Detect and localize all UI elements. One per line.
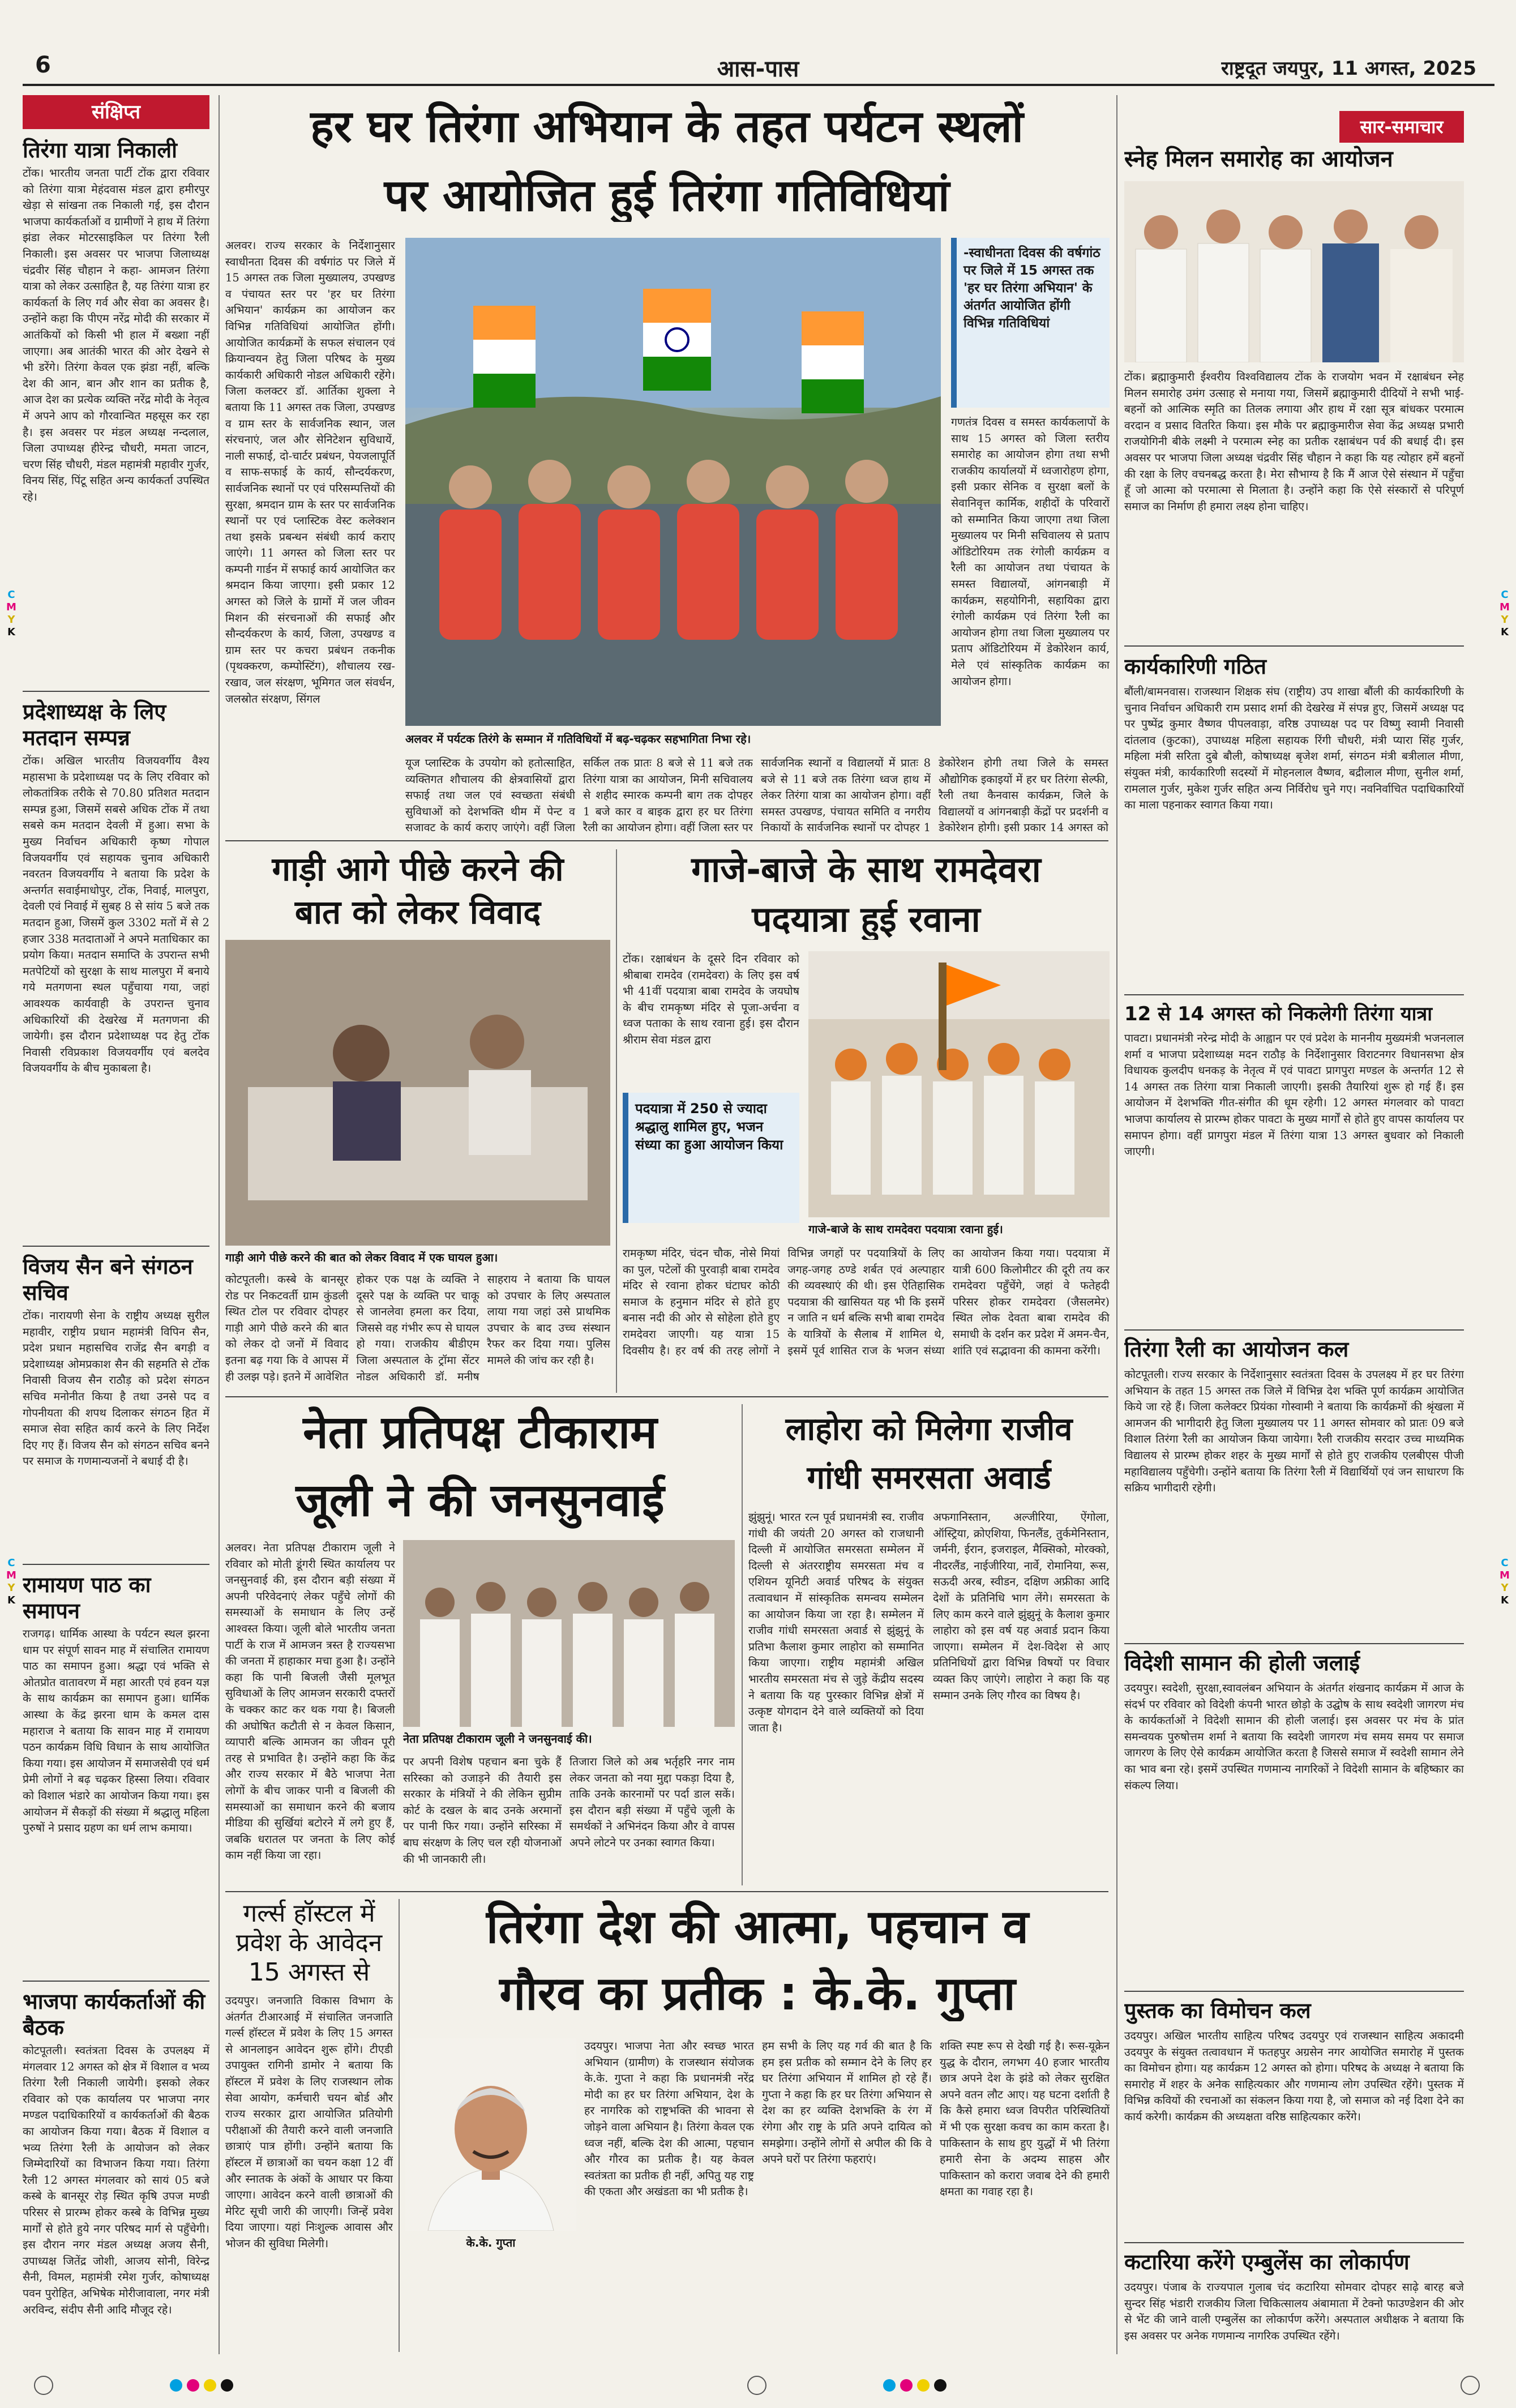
- news-digest-label: सार-समाचार: [1339, 111, 1464, 143]
- section-name: आस-पास: [717, 56, 799, 79]
- brief-body: टोंक। भारतीय जनता पार्टी टोंक द्वारा रविवार को तिरंगा यात्रा मेहंदवास मंडल द्वारा हमीरपुर खेड़ा से सांखना तक निकाली गई, इस दौरान भाजपा कार्यकर्ताओं व ग्रामीणों ने हाथ में तिरंगा झंडा लेकर मोटरसाइकिल पर तिरंगा रैली निकाली। इस अवसर पर भाजपा जिलाध्यक्ष चंद्रवीर सिंह चौहान ने कहा- आमजन तिरंगा यात्रा को लेकर उत्साहित है, यह तिरंगा यात्रा हर कार्यकर्ता के लिए गर्व और सेवा का अवसर है। उन्होंने कहा कि पीएम नरेंद्र मोदी की सरकार में आतंकियों को किसी भी हाल में बख्शा नहीं जाएगा। अब आतंकी भारत की ओर देखने से भी डरेंगे। तिरंगा केवल एक झंडा नहीं, बल्कि देश की आन, बान और शान का प्रतीक है, आज देश का प्रत्येक व्यक्ति नरेंद्र मोदी के नेतृत्व में अपने आप को गौरवान्वित महसूस कर रहा है। इस अवसर पर मंडल अध्यक्ष नन्दलाल, जिला उपाध्यक्ष हीरेन्द्र चौधरी, ममता जाटन, चरण सिंह चौधरी, मंडल महामंत्री महावीर गुर्जर, विनय सिंह, पिंटू सहित अन्य कार्यकर्ता उपस्थित रहे।: [23, 166, 209, 503]
- cmyk-mark: C M Y K: [1500, 1557, 1510, 1606]
- brief-headline: तिरंगा यात्रा निकाली: [23, 138, 178, 162]
- divider: [23, 1981, 209, 1982]
- gupta-portrait-art: [405, 2038, 576, 2231]
- cmyk-mark: C M Y K: [6, 1557, 16, 1606]
- divider: [23, 691, 209, 692]
- crop-mark: [34, 2376, 53, 2395]
- lead-body-col-2: यूज प्लास्टिक के उपयोग को हतोत्साहित, व्यक्तिगत शौचालय की क्षेत्रवासियों द्वारा सफाई तथा जल एवं स्वच्छता संबंधी सुविधाओं को देशभक्ति थीम में पेन्ट व सजावट के कार्य कराए जाएंगे। वहीं जिला: [405, 756, 575, 835]
- registration-dot: [900, 2379, 913, 2392]
- lead-body-col-1: अलवर। राज्य सरकार के निर्देशानुसार स्वाधीनता दिवस की वर्षगांठ पर जिले में 15 अगस्त तक जिला मुख्यालय, उपखण्ड व पंचायत स्तर पर 'हर घर तिरंगा अभियान' कार्यक्रम का आयोजन कर विभिन्न गतिविधियां आयोजित होंगी। आयोजित कार्यक्रमों के सफल संचालन एवं क्रियान्वयन हेतु जिला परिषद के मुख्य कार्यकारी अधिकारी नोडल अधिकारी रहेंगे। जिला कलक्टर डॉ. आर्तिका शुक्ला ने बताया कि 11 अगस्त तक जिला, उपखण्ड व ग्राम स्तर के सार्वजनिक स्थान, जल संरचनाएं, जल और सेनिटेशन सुविधायें, नाली सफाई, दो-चार्टर प्रबंधन, पेयजलापूर्ति व साफ-सफाई के कार्य, सौन्दर्यकरण, सार्वजनिक स्थानों पर एवं परिसम्पत्तियों की सुरक्षा, श्रमदान ग्राम के स्तर पर सार्वजनिक स्थानों पर एवं प्लास्टिक वेस्ट कलेक्शन तथा इसके प्रबन्धन संबंधी कार्य कराए जाएंगे। 11 अगस्त को जिला स्तर पर कम्पनी गार्डन में सफाई कार्य आयोजित कर श्रमदान किया जाएगा। इसी प्रकार 12 अगस्त को जिले के ग्रामों में जल जीवन मिशन की संरचनाओं की सफाई और सौन्दर्यकरण के कार्य, जिला, उपखण्ड व ग्राम स्तर पर कचरा प्रबंधन तकनीक (पृथक्करण, कम्पोस्टिंग), शौचालय रख-रखाव, जल संरक्षण, भूमिगत जल संवर्धन, जलस्रोत संरक्षण, सिंगल: [225, 239, 395, 705]
- brief-body: कोटपूतली। स्वतंत्रता दिवस के उपलक्ष्य में मंगलवार 12 अगस्त को क्षेत्र में विशाल व भव्य तिरंगा रैली निकाली जायेगी। इसको लेकर रविवार को एक कार्यालय पर भाजपा नगर मण्डल पदाधिकारियों व कार्यकर्ताओं की बैठक का आयोजन किया गया। बैठक में विशाल व भव्य तिरंगा रैली के आयोजन को लेकर जिम्मेदारियों का विभाजन किया गया। तिरंगा रैली 12 अगस्त मंगलवार को सायं 05 बजे कस्बे के बानसूर रोड़ स्थित कृषि उपज मण्डी परिसर से प्रारम्भ होकर कस्बे के विभिन्न मुख्य मार्गों से होते हुये नगर परिषद मार्ग से पहुँचेगी। इस दौरान नगर मंडल अध्यक्ष अजय सैनी, उपाध्यक्ष जितेंद्र जोशी, आजय सोनी, विरेन्द्र सैनी, विमल, महामंत्री रमेश गुर्जर, कोषाध्यक्ष पवन पुरोहित, अभिषेक मोरीजावाला, नगर मंत्री अरविन्द, संदीप सैनी आदि मौजूद रहे।: [23, 2044, 209, 2316]
- gupta-headline-line-2: गौरव का प्रतीक : के.के. गुप्ता: [499, 1967, 1016, 2021]
- gaadi-photo-art: [225, 940, 610, 1246]
- registration-dot: [934, 2379, 947, 2392]
- pustak-headline: पुस्तक का विमोचन कल: [1124, 1998, 1311, 2023]
- ramdevra-body: रामकृष्ण मंदिर, चंदन चौक, नोसे मियां का पुल, पटेलों की पुरवाड़ी बाबा रामदेव मंदिर से रवाना होकर घंटाघर कोठी समाज के हनुमान मंदिर से होते हुए बनास नदी की ओर से सोहेला होते हुए रामदेवरा जाएगी। यह यात्रा 15 दिवसीय है। हर वर्ष की तरह लोगों ने विभिन्न जगहों पर पदयात्रियों के लिए जगह-जगह ठण्डे शर्बत एवं अल्पाहार की व्यवस्थाएं की थी। इस ऐतिहासिक पदयात्रा की खासियत यह भी कि इसमें न जाति न धर्म बल्कि सभी बाबा रामदेव के यात्रियों के सैलाब में शामिल थे, इसमें पूर्व शासित राज के भजन संध्या का आयोजन किया गया। पदयात्रा में यात्री 600 किलोमीटर की दूरी तय कर रामदेवरा पहुँचेंगे, जहां वे फतेहदी परिसर होकर रामदेवरा (जैसलमेर) स्थित लोक देवता बाबा रामदेव की समाधी के दर्शन कर प्रदेश में अमन-चैन, शांति एवं सद्भावना की कामना करेंगी।: [623, 1247, 1110, 1357]
- cmyk-mark: C M Y K: [6, 589, 16, 638]
- ramdevra-intro: टोंक। रक्षाबंधन के दूसरे दिन रविवार को श्रीबाबा रामदेव (रामदेवरा) के लिए इस वर्ष भी 41वीं पदयात्रा बाबा रामदेव के जयघोष के बीच रामकृष्ण मंदिर से पूजा-अर्चना व ध्वज पताका के साथ रवाना हुई। इस दौरान श्रीराम सेवा मंडल द्वारा: [623, 952, 799, 1046]
- lahora-headline-line-1: लाहोरा को मिलेगा राजीव: [785, 1411, 1073, 1448]
- tikaram-body-col-3: तिजारा जिले को अब भर्तृहरि नगर नाम लेकर जनता को नया मुद्दा पकड़ा दिया है, ताकि उनके कारनामों पर पर्दा डाल सकें। इस दौरान बड़ी संख्या में पहुँचे जूली के समर्थकों ने अभिनंदन किया और वे वापस अपने लोटने पर उनका स्वागत किया।: [569, 1755, 735, 1849]
- brief-headline: प्रदेशाध्यक्ष के लिए मतदान सम्पन्न: [23, 699, 166, 750]
- divider: [1124, 2242, 1464, 2243]
- crop-mark: [1461, 2376, 1480, 2395]
- divider: [23, 1564, 209, 1565]
- rally12-body: पावटा। प्रधानमंत्री नरेन्द्र मोदी के आह्वान पर एवं प्रदेश के माननीय मुख्यमंत्री भजनलाल शर्मा व भाजपा प्रदेशाध्यक्ष मदन राठौड़ के निर्देशानुसार विराटनगर विधानसभा क्षेत्र विधायक कुलदीप धनकड़ के नेतृत्व में एवं पावटा प्रागपुरा मण्डल के अन्तर्गत 12 से 14 अगस्त तक तिरंगा यात्रा निकाली जाएगी। इसकी तैयारियां शुरू हो गई हैं। इस आयोजन में देशभक्ति गीत-संगीत की धूम रहेगी। 12 अगस्त मंगलवार को पावटा भाजपा कार्यालय से प्रारम्भ होकर पावटा के मुख्य मार्गों से होते हुए वापस कार्यालय पर समापन होगा। वहीं प्रागपुरा मंडल में तिरंगा यात्रा 13 अगस्त बुधवार को निकाली जाएगी।: [1124, 1032, 1464, 1158]
- lead-body-col-3: सर्किल तक प्रातः 8 बजे से 11 बजे तक तिरंगा यात्रा का आयोजन, मिनी सचिवालय से शहीद स्मारक कम्पनी बाग तक दोपहर 1 बजे कार व बाइक द्वारा हर घर तिरंगा रैली का आयोजन होगा। वहीं जिला स्तर पर: [583, 756, 753, 835]
- pustak-body: उदयपुर। अखिल भारतीय साहित्य परिषद उदयपुर एवं राजस्थान साहित्य अकादमी उदयपुर के संयुक्त तत्वावधान में फतहपुर अग्रसेन नगर आयोजित समारोह में पुस्तक का विमोचन होगा। यह कार्यक्रम 12 अगस्त को होगा। परिषद के अध्यक्ष ने बताया कि समारोह में शहर के अनेक साहित्यकार और गणमान्य लोग उपस्थित रहेंगे। पुस्तक में विभिन्न कवियों की रचनाओं का संकलन किया गया है, जो समाज को नई दिशा देने का कार्य करेगी। कार्यक्रम की अध्यक्षता वरिष्ठ साहित्यकार करेंगे।: [1124, 2029, 1464, 2123]
- column-rule: [219, 95, 220, 2354]
- lead-headline-line-1: हर घर तिरंगा अभियान के तहत पर्यटन स्थलों: [310, 101, 1023, 152]
- lahora-body-col-2: अफगानिस्तान, अल्जीरिया, ऐंगोला, ऑस्ट्रिया, क्रोएशिया, फिनलैंड, तुर्कमेनिस्तान, जर्मनी, ईरान, इजराइल, मैक्सिको, मोरक्को, नीदरलैंड, नाईजीरिया, नार्वे, रोमानिया, रूस, सऊदी अरब, स्वीडन, दक्षिण अफ्रीका आदि देशों के प्रतिनिधि भाग लेंगे। समरसता के लिए काम करने वाले झुंझुनूं के कैलाश कुमार लाहोरा को इस वर्ष यह अवार्ड प्रदान किया जाएगा। सम्मेलन में देश-विदेश से आए प्रतिनिधियों द्वारा विभिन्न विषयों पर विचार व्यक्त किए जाएंगे। लाहोरा ने कहा कि यह सम्मान उनके लिए गौरव का विषय है।: [933, 1511, 1110, 1702]
- divider: [225, 1396, 1108, 1397]
- gupta-headline-line-1: तिरंगा देश की आत्मा, पहचान व: [486, 1900, 1029, 1954]
- registration-dot: [917, 2379, 930, 2392]
- brief-headline: भाजपा कार्यकर्ताओं की बैठक: [23, 1989, 205, 2040]
- girls-hostel-story: [225, 1899, 393, 2352]
- lead-side-text: गणतंत्र दिवस व समस्त कार्यकलापों के साथ 15 अगस्त को जिला स्तरीय समारोह का आयोजन होगा तथा सभी राजकीय कार्यालयों में ध्वजारोहण होगा, इसी प्रकार सेनिक व सुरक्षा बलों के सेवानिवृत्त कार्मिक, शहीदों के परिवारों को सम्मानित किया जाएगा तथा जिला मुख्यालय पर मिनी सचिवालय से प्रताप ऑडिटोरियम तक रंगोली कार्यक्रम व रैली का आयोजन तथा पंचायत के समस्त विद्यालयों, आंगनबाड़ी में कार्यक्रम, सहयोगिनी, सहायिका द्वारा रंगोली कार्यक्रम एवं तिरंगा रैली का आयोजन होगा तथा जिला मुख्यालय पर प्रताप ऑडिटोरियम में डेकोरेशन कार्य, मेले एवं सांस्कृतिक कार्यक्रम का आयोजन होगा।: [951, 416, 1110, 688]
- ramdevra-caption: गाजे-बाजे के साथ रामदेवरा पदयात्रा रवाना हुई।: [808, 1222, 1003, 1236]
- registration-dot: [204, 2379, 216, 2392]
- tikaram-photo-art: [403, 1540, 735, 1727]
- tiranga-photo: [405, 238, 941, 726]
- gupta-body-col-1b: [405, 2257, 576, 2352]
- brief-body: राजगढ़। धार्मिक आस्था के पर्यटन स्थल झरना धाम पर संपूर्ण सावन माह में संचालित रामायण पाठ का समापन हुआ। श्रद्धा एवं भक्ति से ओतप्रोत वातावरण में महा आरती एवं हवन यज्ञ के साथ कार्यक्रम का समापन हुआ। धार्मिक आस्था के केंद्र झरना धाम के कमल दास महाराज ने बताया कि सावन माह में रामायण पठन कार्यक्रम विधि विधान के साथ आयोजित किया गया। इस आयोजन में समाजसेवी एवं धर्म प्रेमी लोगों ने बढ़ चढ़कर हिस्सा लिया। रविवार को विशाल भंडारे का आयोजन किया गया। इस आयोजन में सैकड़ों की संख्या में श्रद्धालु महिला पुरुषों ने प्रसाद ग्रहण का धर्म लाभ कमाया।: [23, 1627, 209, 1835]
- divider: [1124, 1329, 1464, 1331]
- lead-callout-text: -स्वाधीनता दिवस की वर्षगांठ पर जिले में 15 अगस्त तक 'हर घर तिरंगा अभियान' के अंतर्गत आयोजित होंगी विभिन्न गतिविधियां: [963, 246, 1100, 331]
- tikaram-caption: नेता प्रतिपक्ष टीकाराम जूली ने जनसुनवाई की।: [403, 1732, 592, 1746]
- cmyk-mark: C M Y K: [1500, 589, 1510, 638]
- girls-headline-line-3: 15 अगस्त से: [248, 1958, 370, 1987]
- divider: [225, 840, 1108, 841]
- tikaram-body-col-2: पर अपनी विशेष पहचान बना चुके हैं सरिस्का को उजाड़ने की तैयारी इस सरकार के मंत्रियों ने की लेकिन सुप्रीम कोर्ट के दखल के बाद उनके अरमानों पर पानी फिर गया। उन्होंने सरिस्का में बाघ संरक्षण के लिए चल रही योजनाओं की भी जानकारी ली।: [403, 1755, 562, 1866]
- divider: [225, 1891, 1108, 1892]
- sneh-photo-art: [1124, 181, 1464, 362]
- gaadi-caption: गाड़ी आगे पीछे करने की बात को लेकर विवाद में एक घायल हुआ।: [225, 1251, 498, 1264]
- brief-news-column: [23, 95, 215, 2354]
- tikaram-photo: [403, 1540, 735, 1727]
- divider: [23, 1246, 209, 1247]
- crop-mark: [747, 2376, 766, 2395]
- tiranga-photo-art: [405, 238, 941, 726]
- header-rule: [23, 84, 1494, 86]
- ambulance-body: उदयपुर। पंजाब के राज्यपाल गुलाब चंद कटारिया सोमवार दोपहर साढ़े बारह बजे सुन्दर सिंह भंडारी राजकीय जिला चिकित्सालय अंबामाता में टेक्नो फाउण्डेशन की ओर से भेंट की जाने वाली एम्बुलेंस का लोकार्पण करेंगे। अस्पताल अधीक्षक ने बताया कि इस अवसर पर अनेक गणमान्य नागरिक उपस्थित रहेंगे।: [1124, 2281, 1464, 2342]
- rally-kal-headline: तिरंगा रैली का आयोजन कल: [1124, 1337, 1349, 1362]
- tikaram-body-col-1: अलवर। नेता प्रतिपक्ष टीकाराम जूली ने रविवार को मोती डूंगरी स्थित कार्यालय पर जनसुनवाई की, इस दौरान बड़ी संख्या में अपनी परिवेदनाएं लेकर पहुँचे लोगों की समस्याओं के समाधान के लिए उन्हें आश्वस्त किया। जूली बोले भारतीय जनता पार्टी के राज में आमजन त्रस्त है राज्यसभा की जनता में हाहाकार मचा हुआ है। उन्होंने कहा कि पानी बिजली जैसी मूलभूत सुविधाओं के लिए आमजन सरकारी दफ्तरों के चक्कर काट कर थक गया है। बिजली की अघोषित कटौती से न केवल किसान, व्यापारी बल्कि आमजन का जीवन पूरी तरह से प्रभावित है। उन्होंने कहा कि केंद्र और राज्य सरकार में बैठे भाजपा नेता लोगों के बीच जाकर पानी व बिजली की समस्याओं का समाधान करने की बजाय मीडिया की सुर्खियां बटोरने में लगे हुए हैं, जबकि धरातल पर जनता के लिए कोई काम नहीं किया जा रहा।: [225, 1541, 395, 1862]
- girls-body: उदयपुर। जनजाति विकास विभाग के अंतर्गत टीआरआई में संचालित जनजाति गर्ल्स हॉस्टल में प्रवेश के लिए 15 अगस्त से आनलाइन आवेदन शुरू होंगे। टीएडी उपायुक्त रागिनी डामोर ने बताया कि हॉस्टल में प्रवेश के लिए राजस्थान लोक सेवा आयोग, कर्मचारी चयन बोर्ड और राज्य सरकार द्वारा आयोजित प्रतियोगी परीक्षाओं की तैयारी करने वाली जनजाति छात्राएं पात्र होंगी। उन्होंने बताया कि हॉस्टल में छात्राओं का चयन कक्षा 12 वीं और स्नातक के अंकों के आधार पर किया जाएगा। आवेदन करने वाली छात्राओं की मेरिट सूची जारी की जाएगी। जिन्हें प्रवेश दिया जाएगा। यहां निःशुल्क आवास और भोजन की सुविधा मिलेगी।: [225, 1994, 393, 2250]
- lead-body-col-4: सार्वजनिक स्थानों व विद्यालयों में प्रातः 8 बजे से 11 बजे तक तिरंगा ध्वज हाथ में लेकर तिरंगा यात्रा का आयोजन होगा। वहीं समस्त उपखण्ड, पंचायत समिति व नगरीय निकायों के सार्वजनिक स्थानों पर दोपहर 1: [761, 756, 931, 835]
- column-rule: [616, 849, 617, 1393]
- news-digest-column: [1124, 111, 1464, 2353]
- gupta-photo-caption: के.के. गुप्ता: [466, 2236, 516, 2249]
- gupta-body-col-2: हम सभी के लिए यह गर्व की बात है कि हम इस प्रतीक को सम्मान देने के लिए हर घर तिरंगा अभियान में शामिल हो रहे हैं। गुप्ता ने कहा कि हर घर तिरंगा अभियान से देश का हर व्यक्ति देशभक्ति के रंग में रंगेगा और राष्ट्र के प्रति अपने दायित्व को समझेगा। उन्होंने लोगों से अपील की कि वे अपने घरों पर तिरंगा फहराएं।: [762, 2039, 932, 2166]
- gaadi-photo: [225, 940, 610, 1246]
- column-rule: [742, 1404, 743, 1885]
- brief-headline: रामायण पाठ का समापन: [23, 1572, 151, 1623]
- brief-body: टोंक। नारायणी सेना के राष्ट्रीय अध्यक्ष सुरील महावीर, राष्ट्रीय प्रधान महामंत्री विपिन सैन, प्रदेश प्रधान महासचिव राजेंद्र सैन बगड़ी व प्रदेशाध्यक्ष ओमप्रकाश सैन की सहमति से टोंक निवासी विजय सैन राठौड़ को प्रदेश संगठन सचिव मनोनीत किया है तथा उनसे पद व गोपनीयता की शपथ दिलाकर संगठन हित में समाज सेवा सहित कार्य करने के लिए निर्देश दिए गए हैं। विजय सैन को संगठन सचिव बनने पर समाज के गणमान्यजनों ने बधाई दी है।: [23, 1309, 209, 1468]
- lead-callout: [951, 238, 1110, 408]
- divider: [1124, 1643, 1464, 1644]
- registration-dot: [187, 2379, 199, 2392]
- column-rule: [399, 1899, 400, 2352]
- karya-headline: कार्यकारिणी गठित: [1124, 654, 1266, 679]
- sneh-body: टोंक। ब्रह्माकुमारी ईश्वरीय विश्वविद्यालय टोंक के राजयोग भवन में रक्षाबंधन स्नेह मिलन समारोह उमंग उत्साह से मनाया गया, जिसमें ब्रह्माकुमारी दीदियों ने सभी भाई-बहनों को आत्मिक स्मृति का तिलक लगाया और हाथ में रक्षा सूत्र बांधकर परमात्म वरदान व प्रसाद वितरित किया। इस मौके पर ब्रह्माकुमारीज सेवा केंद्र अध्यक्ष प्रभारी राजयोगिनी बीके लक्ष्मी ने परमात्म स्नेह का प्रतीक रक्षाबंधन पर्व की बधाई दी। इस अवसर पर भाजपा जिला अध्यक्ष चंद्रवीर सिंह चौहान ने कहा कि यह त्योहार हमें बहनों की रक्षा के लिए वचनबद्ध करता है। मेरा सौभाग्य है कि मैं आज ऐसे संस्थान में पहुँचा हूँ जो आत्मा को परमात्मा से मिलाता है। उन्होंने कहा कि ऐसे संस्कारों से परिपूर्ण समाज का निर्माण ही हमारा लक्ष्य होना चाहिए।: [1124, 370, 1464, 513]
- karya-body: बौंली/बामनवास। राजस्थान शिक्षक संघ (राष्ट्रीय) उप शाखा बौंली की कार्यकारिणी के चुनाव निर्वाचन अधिकारी राम प्रसाद शर्मा की देखरेख में संपन्न हुए, जिसमें अध्यक्ष पद पर पुष्पेंद्र कुमार वैष्णव पीपलवाड़ा, वरिष्ठ उपाध्यक्ष पद पर विष्णु स्वामी निवासी दांतलाव (कुटका), उपाध्यक्ष महिला सहायक रिंगी चौधरी, मंत्री प्यारा सिंह गुर्जर, महिला मंत्री सरिता दुबे बौली, कोषाध्यक्ष बृजेश शर्मा, संगठन मंत्री बत्रीलाल मीणा, संयुक्त मंत्री, कार्यकारिणी सदस्यों में मोहनलाल वैष्णव, बद्रीलाल मीणा, सुनील शर्मा, रामलाल गुर्जर, मुकेश गुर्जर सहित अन्य निर्विरोध चुने गए। नवनिर्वाचित पदाधिकारियों का माला पहनाकर स्वागत किया गया।: [1124, 685, 1464, 812]
- divider: [1124, 1991, 1464, 1992]
- gupta-photo: [405, 2038, 576, 2231]
- brief-news-label: संक्षिप्त: [23, 95, 209, 129]
- ramdevra-photo: [808, 951, 1110, 1217]
- ambulance-headline: कटारिया करेंगे एम्बुलेंस का लोकार्पण: [1124, 2249, 1410, 2274]
- registration-dot: [170, 2379, 182, 2392]
- ramdevra-callout: [623, 1093, 799, 1223]
- gaadi-body: कोटपूतली। कस्बे के बानसूर रोड पर निकटवर्ती ग्राम कुंडली स्थित टोल पर रविवार दोपहर गाड़ी आगे पीछे करने की बात को लेकर दो जनों में विवाद इतना बढ़ गया कि वे आपस में ही उलझ पड़े। इतने में आवेशित होकर एक पक्ष के व्यक्ति ने दूसरे पक्ष के व्यक्ति पर चाकू से जानलेवा हमला कर दिया, जिससे वह गंभीर रूप से घायल हो गया। राजकीय बीडीएम जिला अस्पताल के ट्रॉमा सेंटर नोडल अधिकारी डॉ. मनीष साहराय ने बताया कि घायल को उपचार के लिए अस्पताल लाया गया जहां उसे प्राथमिक उपचार के बाद उच्च संस्थान रैफर कर दिया गया। पुलिस मामले की जांच कर रही है।: [225, 1273, 610, 1383]
- divider: [1124, 645, 1464, 647]
- sneh-photo: [1124, 181, 1464, 362]
- column-rule: [1116, 95, 1117, 2354]
- divider: [1124, 994, 1464, 995]
- brief-headline: विजय सैन बने संगठन सचिव: [23, 1254, 193, 1305]
- ramdevra-headline-line-1: गाजे-बाजे के साथ रामदेवरा: [691, 849, 1041, 890]
- lead-photo-caption: अलवर में पर्यटक तिरंगे के सम्मान में गतिविधियों में बढ़-चढ़कर सहभागिता निभा रहे।: [405, 732, 751, 746]
- lahora-headline-line-2: गांधी समरसता अवार्ड: [807, 1460, 1051, 1496]
- ramdevra-callout-text: पदयात्रा में 250 से ज्यादा श्रद्धालु शामिल हुए, भजन संध्या का हुआ आयोजन किया: [635, 1101, 783, 1153]
- girls-headline-line-2: प्रवेश के आवेदन: [235, 1928, 383, 1957]
- registration-dot: [883, 2379, 896, 2392]
- ramdevra-photo-art: [808, 951, 1110, 1217]
- holi-body: उदयपुर। स्वदेशी, सुरक्षा,स्वावलंबन अभियान के अंतर्गत शंखनाद कार्यक्रम में आज के संदर्भ पर रविवार को विदेशी कंपनी भारत छोड़ो के उद्घोष के साथ स्वदेशी जागरण मंच के कार्यकर्ताओं ने विदेशी सामान की होली जलाई। इस अवसर पर मंच के प्रांत समन्वयक पुरुषोत्तम शर्मा ने बताया कि स्वदेशी जागरण मंच समय समय पर समाज जागरण के लिए ऐसे कार्यक्रम आयोजित करता है जिससे समाज में स्वदेशी सामान लेने का भाव बना रहे। इसमें उपस्थित गणमान्य नागरिकों ने विदेशी सामान के बहिष्कार का संकल्प लिया।: [1124, 1682, 1464, 1792]
- dateline: राष्ट्रदूत जयपुर, 11 अगस्त, 2025: [1220, 57, 1476, 79]
- holi-headline: विदेशी सामान की होली जलाई: [1124, 1650, 1360, 1675]
- lead-headline-line-2: पर आयोजित हुई तिरंगा गतिविधियां: [384, 170, 950, 221]
- page-header: [0, 0, 1516, 79]
- tikaram-headline-line-2: जूली ने की जनसुनवाई: [296, 1474, 665, 1526]
- gaadi-headline-line-2: बात को लेकर विवाद: [294, 893, 541, 931]
- gupta-body-col-1: उदयपुर। भाजपा नेता और स्वच्छ भारत अभियान (ग्रामीण) के राजस्थान संयोजक के.के. गुप्ता ने कहा कि प्रधानमंत्री नरेंद्र मोदी का हर घर तिरंगा अभियान, देश के हर नागरिक को राष्ट्रभक्ति की भावना से जोड़ने वाला अभियान है। तिरंगा केवल एक ध्वज नहीं, बल्कि देश की आत्मा, पहचान और गौरव का प्रतीक है। यह केवल स्वतंत्रता का प्रतीक ही नहीं, अपितु यह राष्ट्र की एकता और अखंडता का भी प्रतीक है।: [584, 2039, 754, 2199]
- lahora-body-col-1: झुंझुनूं। भारत रत्न पूर्व प्रधानमंत्री स्व. राजीव गांधी की जयंती 20 अगस्त को राजधानी दिल्ली में आयोजित समरसता सम्मेलन में दिल्ली से अंतरराष्ट्रीय समरसता मंच व एशियन यूनिटी अवार्ड परिषद के संयुक्त तत्वावधान में सांस्कृतिक समन्वय सम्मेलन का आयोजन किया जा रहा है। सम्मेलन में राजीव गांधी समरसता अवार्ड से झुंझुनूं के प्रतिभा कैलाश कुमार लाहोरा को सम्मानित किया जाएगा। राष्ट्रीय महामंत्री अखिल भारतीय समरसता मंच से जुड़े केंद्रीय सदस्य ने बताया कि यह पुरस्कार विभिन्न क्षेत्रों में उत्कृष्ट योगदान देने वाले व्यक्तियों को दिया जाता है।: [748, 1511, 924, 1734]
- ramdevra-headline-line-2: पदयात्रा हुई रवाना: [752, 899, 980, 940]
- registration-dot: [221, 2379, 233, 2392]
- sneh-headline: स्नेह मिलन समारोह का आयोजन: [1124, 146, 1393, 172]
- brief-body: टोंक। अखिल भारतीय विजयवर्गीय वैश्य महासभा के प्रदेशाध्यक्ष पद के लिए रविवार को लोकतांत्रिक तरीके से 70.80 प्रतिशत मतदान सम्पन्न हुआ, जिसमें सबसे अधिक टोंक में तथा सबसे कम मतदान देवली में हुआ। सभा के मुख्य निर्वाचन अधिकारी कृष्ण गोपाल विजयवर्गीय एवं सहायक चुनाव अधिकारी नवरतन विजयवर्गीय ने बताया कि प्रदेश के अन्तर्गत सवाईमाधोपुर, टोंक, निवाई, मालपुरा, देवली एवं निवाई में सुबह 8 से सांय 5 बजे तक मतदान हुआ, जिसमें कुल 3302 मतों में से 2 हजार 338 मतदाताओं ने अपने मताधिकार का प्रयोग किया। मतदान समाप्ति के उपरान्त सभी मतपेटियों को सुरक्षा के साथ मालपुरा में बनाये गये मतगणना स्थल पहुँचाया गया, जहां आवश्यक कार्यवाही के उपरान्त चुनाव अधिकारियों की देखरेख में मतगणना की जायेगी। इस दौरान प्रदेशाध्यक्ष पद हेतु टोंक निवासी रविप्रकाश विजयवर्गीय एवं बलदेव विजयवर्गीय के बीच मुकाबला है।: [23, 754, 209, 1075]
- gupta-body-col-3: शक्ति स्पष्ट रूप से देखी गई है। रूस-यूक्रेन युद्ध के दौरान, लगभग 40 हजार भारतीय छात्र अपने देश के झंडे को लेकर सुरक्षित अपने वतन लौट आए। यह घटना दर्शाती है कि कैसे हमारा ध्वज विपरीत परिस्थितियों में भी एक सुरक्षा कवच का काम करता है। पाकिस्तान के साथ हुए युद्धों में भी तिरंगा हमारी सेना के अदम्य साहस और पाकिस्तान को करारा जवाब देने की हमारी क्षमता का गवाह रहा है।: [940, 2039, 1110, 2199]
- rally-kal-body: कोटपूतली। राज्य सरकार के निर्देशानुसार स्वतंत्रता दिवस के उपलक्ष्य में हर घर तिरंगा अभियान के तहत 15 अगस्त तक जिले में विभिन्न देश भक्ति पूर्ण कार्यक्रम आयोजित किये जा रहे हैं। जिला कलेक्टर प्रियंका गोस्वामी ने बताया कि कार्यक्रमों की श्रृंखला में आमजन की भागीदारी हेतु जिला मुख्यालय पर 11 अगस्त सोमवार को प्रातः 09 बजे विशाल तिरंगा रैली का आयोजन किया जायेगा। रैली राजकीय सरदार उच्च माध्यमिक विद्यालय से प्रारम्भ होकर शहर के मुख्य मार्गों से होते हुए राजकीय एलबीएस पीजी महाविद्यालय पहुँचेगी। उन्होंने बताया कि तिरंगा रैली में विद्यार्थियों एवं जन साधारण कि सक्रिय भागीदारी रहेगी।: [1124, 1368, 1464, 1495]
- page-number: 6: [35, 52, 51, 78]
- tikaram-headline-line-1: नेता प्रतिपक्ष टीकाराम: [303, 1406, 657, 1459]
- lead-body-col-5: डेकोरेशन होगी तथा जिले के समस्त औद्योगिक इकाइयों में हर घर तिरंगा सेल्फी, रैली तथा कैनवास कार्यक्रम, जिले के विद्यालयों व आंगनबाड़ी केंद्रों पर प्रदर्शनी व डेकोरेशन होगी। इसी प्रकार 14 अगस्त को: [939, 756, 1108, 835]
- gaadi-headline-line-1: गाड़ी आगे पीछे करने की: [272, 850, 564, 888]
- girls-headline-line-1: गर्ल्स हॉस्टल में: [243, 1899, 375, 1928]
- rally12-headline: 12 से 14 अगस्त को निकलेगी तिरंगा यात्रा: [1124, 1003, 1433, 1025]
